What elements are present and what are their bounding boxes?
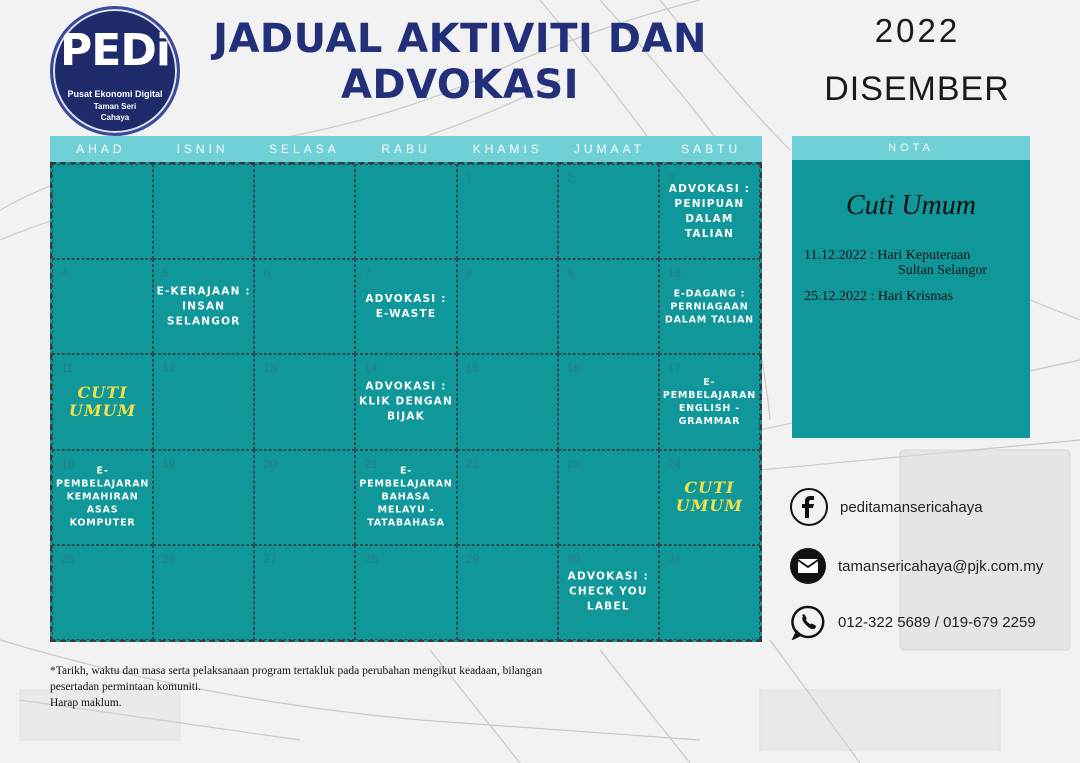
day-number: 17 <box>667 361 682 376</box>
calendar-day-cell <box>558 545 659 640</box>
day-number: 23 <box>566 456 581 471</box>
calendar-day-cell <box>52 164 153 259</box>
calendar-day-cell <box>153 450 254 545</box>
activity-label: ADVOKASI : CHECK YOU LABEL <box>567 570 649 613</box>
calendar-day-cell <box>558 354 659 449</box>
nota-header: NOTA <box>792 136 1030 160</box>
weekday-tuesday: SELASA <box>268 142 340 156</box>
day-number: 2 <box>566 171 574 185</box>
day-number: 25 <box>61 551 75 566</box>
day-number: 16 <box>566 361 581 376</box>
logo-line1: Pusat Ekonomi Digital <box>67 89 163 99</box>
facebook-contact[interactable] <box>790 488 983 526</box>
calendar-day-cell <box>457 450 558 545</box>
weekday-friday: JUMAAT <box>573 142 645 156</box>
year-label: 2022 <box>874 12 961 49</box>
nota-item-date: 25.12.2022 : <box>804 289 875 304</box>
calendar-day-cell <box>52 354 153 449</box>
activity-label: ADVOKASI : E-WASTE <box>365 292 447 320</box>
day-number: 19 <box>162 456 176 471</box>
day-number: 13 <box>263 361 277 376</box>
calendar-day-cell <box>52 545 153 640</box>
day-number: 18 <box>61 456 75 471</box>
email-icon <box>790 548 826 584</box>
email-address: tamansericahaya@pjk.com.my <box>838 557 1044 575</box>
calendar-day-cell <box>659 450 760 545</box>
nota-item-desc: Hari Krismas <box>877 289 953 304</box>
weekday-sunday: AHAD <box>76 142 126 156</box>
nota-item <box>804 289 953 305</box>
calendar-day-cell <box>254 259 355 354</box>
calendar-day-cell <box>355 545 456 640</box>
activity-label: E-PEMBELAJARAN BAHASA MELAYU - TATABAHASA <box>359 465 453 529</box>
nota-item <box>804 248 970 264</box>
calendar-day-cell <box>52 450 153 545</box>
nota-item-desc-cont: Sultan Selangor <box>898 263 988 278</box>
weekday-thursday: KHAMIS <box>472 142 543 156</box>
email-contact[interactable] <box>790 548 1043 584</box>
footnote-line: Harap maklum. <box>50 697 122 709</box>
activity-label: ADVOKASI : KLIK DENGAN BIJAK <box>359 380 453 423</box>
calendar-day-cell <box>153 259 254 354</box>
day-number: 29 <box>465 551 479 566</box>
nota-title: Cuti Umum <box>846 190 976 221</box>
weekday-header <box>50 136 762 162</box>
month-label: DISEMBER <box>824 70 1010 108</box>
day-number: 31 <box>667 551 682 566</box>
day-number: 26 <box>162 551 176 566</box>
day-number: 9 <box>566 266 574 281</box>
facebook-icon <box>790 488 828 526</box>
calendar-day-cell <box>355 259 456 354</box>
day-number: 28 <box>364 551 378 566</box>
calendar-day-cell <box>254 164 355 259</box>
day-number: 22 <box>465 456 479 471</box>
calendar-day-cell <box>457 259 558 354</box>
holiday-label: CUTI UMUM <box>675 478 744 516</box>
activity-label: E-PEMBELAJARAN ENGLISH - GRAMMAR <box>662 376 756 427</box>
footnote-line: *Tarikh, waktu dan masa serta pelaksanaan program tertakluk pada perubahan mengikut keadaan, bilangan <box>50 665 543 677</box>
calendar-day-cell <box>254 450 355 545</box>
day-number: 24 <box>667 456 682 471</box>
calendar-day-cell <box>457 164 558 259</box>
weekday-monday: ISNIN <box>176 142 229 156</box>
nota-panel <box>792 160 1030 438</box>
calendar-day-cell <box>659 164 760 259</box>
calendar-day-cell <box>153 545 254 640</box>
activity-label: E-DAGANG : PERNIAGAAN DALAM TALIAN <box>664 288 754 326</box>
activity-label: E-PEMBELAJARAN KEMAHIRAN ASAS KOMPUTER <box>55 465 150 529</box>
facebook-handle: peditamansericahaya <box>840 498 983 516</box>
day-number: 7 <box>364 266 372 281</box>
activity-label: E-KERAJAAN : INSAN SELANGOR <box>156 285 251 328</box>
calendar-day-cell <box>659 354 760 449</box>
calendar-day-cell <box>254 545 355 640</box>
footnote-line: pesertadan permintaan komuniti. <box>50 681 202 693</box>
day-number: 8 <box>465 266 473 281</box>
weekday-saturday: SABTU <box>681 142 742 156</box>
day-number: 6 <box>263 266 270 281</box>
day-number: 3 <box>667 171 675 185</box>
calendar-day-cell <box>457 354 558 449</box>
logo-line3: Cahaya <box>100 113 130 122</box>
day-number: 15 <box>465 361 479 376</box>
logo-brand: PEDi <box>60 25 170 76</box>
phone-contact[interactable] <box>790 604 1036 640</box>
calendar-day-cell <box>355 354 456 449</box>
calendar-grid <box>50 162 762 642</box>
calendar-day-cell <box>153 354 254 449</box>
calendar-day-cell <box>153 164 254 259</box>
day-number: 4 <box>61 266 68 281</box>
day-number: 14 <box>364 361 378 376</box>
calendar-day-cell <box>659 545 760 640</box>
calendar-day-cell <box>355 164 456 259</box>
day-number: 30 <box>566 551 581 566</box>
pedi-logo <box>50 6 180 136</box>
weekday-wednesday: RABU <box>381 142 431 156</box>
calendar-day-cell <box>254 354 355 449</box>
calendar-day-cell <box>52 259 153 354</box>
day-number: 10 <box>667 266 682 281</box>
calendar-day-cell <box>355 450 456 545</box>
nota-item-date: 11.12.2022 : <box>804 248 874 263</box>
day-number: 21 <box>364 456 378 471</box>
day-number: 27 <box>263 551 277 566</box>
day-number: 12 <box>162 361 176 376</box>
calendar-day-cell <box>558 164 659 259</box>
calendar-day-cell <box>659 259 760 354</box>
day-number: 20 <box>263 456 277 471</box>
whatsapp-icon <box>790 604 826 640</box>
day-number: 1 <box>465 171 473 185</box>
calendar-day-cell <box>558 259 659 354</box>
calendar-day-cell <box>457 545 558 640</box>
phone-numbers: 012-322 5689 / 019-679 2259 <box>838 613 1036 631</box>
nota-item-desc: Hari Keputeraan <box>877 248 971 263</box>
holiday-label: CUTI UMUM <box>68 382 137 420</box>
logo-line2: Taman Seri <box>93 102 137 111</box>
page-title: JADUAL AKTIVITI DAN ADVOKASI <box>213 16 707 108</box>
calendar-day-cell <box>558 450 659 545</box>
day-number: 11 <box>61 361 74 376</box>
footnote <box>50 663 762 711</box>
day-number: 5 <box>162 266 169 281</box>
activity-label: ADVOKASI : PENIPUAN DALAM TALIAN <box>668 182 751 240</box>
